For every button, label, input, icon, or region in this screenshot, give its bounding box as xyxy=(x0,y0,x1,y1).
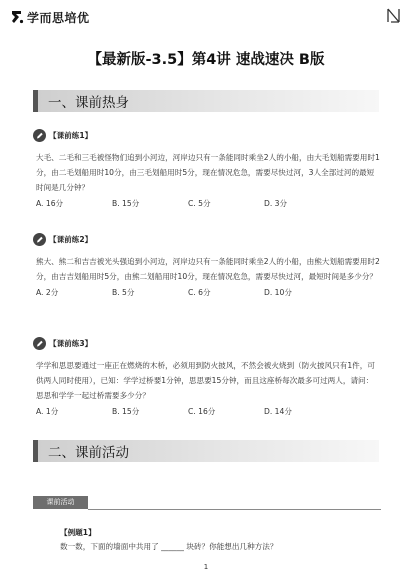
document-title: 【最新版-3.5】第4讲 速战速决 B版 xyxy=(87,52,325,68)
option-d: D. 14分 xyxy=(264,407,292,416)
option-b: B. 5分 xyxy=(112,288,135,297)
example-text: 数一数，下面的墙面中共用了 ______ 块砖？你能想出几种方法？ xyxy=(60,542,278,551)
option-d: D. 3分 xyxy=(264,199,288,208)
brand-mark-icon xyxy=(10,9,24,25)
option-c: C. 16分 xyxy=(188,407,216,416)
exercise-3 xyxy=(33,338,383,418)
exercise-1 xyxy=(33,130,383,210)
exercise-options xyxy=(36,287,383,299)
pencil-icon xyxy=(33,337,46,350)
exercise-label: 【课前练2】 xyxy=(49,235,93,244)
activity-tag: 课前活动 xyxy=(33,496,88,509)
exercise-label: 【课前练1】 xyxy=(49,131,93,140)
example-title: 【例题1】 xyxy=(60,528,96,537)
exercise-2 xyxy=(33,234,383,299)
corner-logo-icon xyxy=(387,8,400,23)
option-c: C. 5分 xyxy=(188,199,211,208)
exercise-text: 大毛、二毛和三毛被怪物们追到小河边，河岸边只有一条能同时乘坐2人的小船，由大毛划船需要用时1分，由二毛划船用时10分，由三毛划船用时5分，现在情况危急，需要尽快过河，3人全部过河的最短时间是几分钟？ xyxy=(36,153,380,192)
option-a: A. 1分 xyxy=(36,407,59,416)
brand-name: 学而思培优 xyxy=(27,10,90,25)
option-a: A. 2分 xyxy=(36,288,59,297)
option-b: B. 15分 xyxy=(112,407,140,416)
exercise-options xyxy=(36,198,383,210)
exercise-options xyxy=(36,406,383,418)
section-heading-warmup: 一、课前热身 xyxy=(33,90,379,112)
pencil-icon xyxy=(33,129,46,142)
activity-divider xyxy=(88,509,381,510)
option-d: D. 10分 xyxy=(264,288,292,297)
brand-logo xyxy=(10,8,90,26)
option-a: A. 16分 xyxy=(36,199,64,208)
option-c: C. 6分 xyxy=(188,288,211,297)
option-b: B. 15分 xyxy=(112,199,140,208)
section-heading-activity: 二、课前活动 xyxy=(33,440,379,462)
exercise-label: 【课前练3】 xyxy=(49,339,93,348)
exercise-text: 学学和思思要通过一座正在燃烧的木桥，必须用到防火披风，不然会被火烧到（防火披风只有1件，可供两人同时使用），已知：学学过桥要1分钟，思思要15分钟，而且这座桥每次最多可过两人，请问：思思和学学一起过桥需要多少分？ xyxy=(36,361,375,400)
pencil-icon xyxy=(33,233,46,246)
exercise-text: 熊大、熊二和吉吉被光头强追到小河边，河岸边只有一条能同时乘坐2人的小船，由熊大划船需要用时2分，由吉吉划船用时5分，由熊二划船用时10分，现在情况危急，需要尽快过河，最短时间是多少分？ xyxy=(36,257,380,281)
page-number: 1 xyxy=(203,563,209,571)
